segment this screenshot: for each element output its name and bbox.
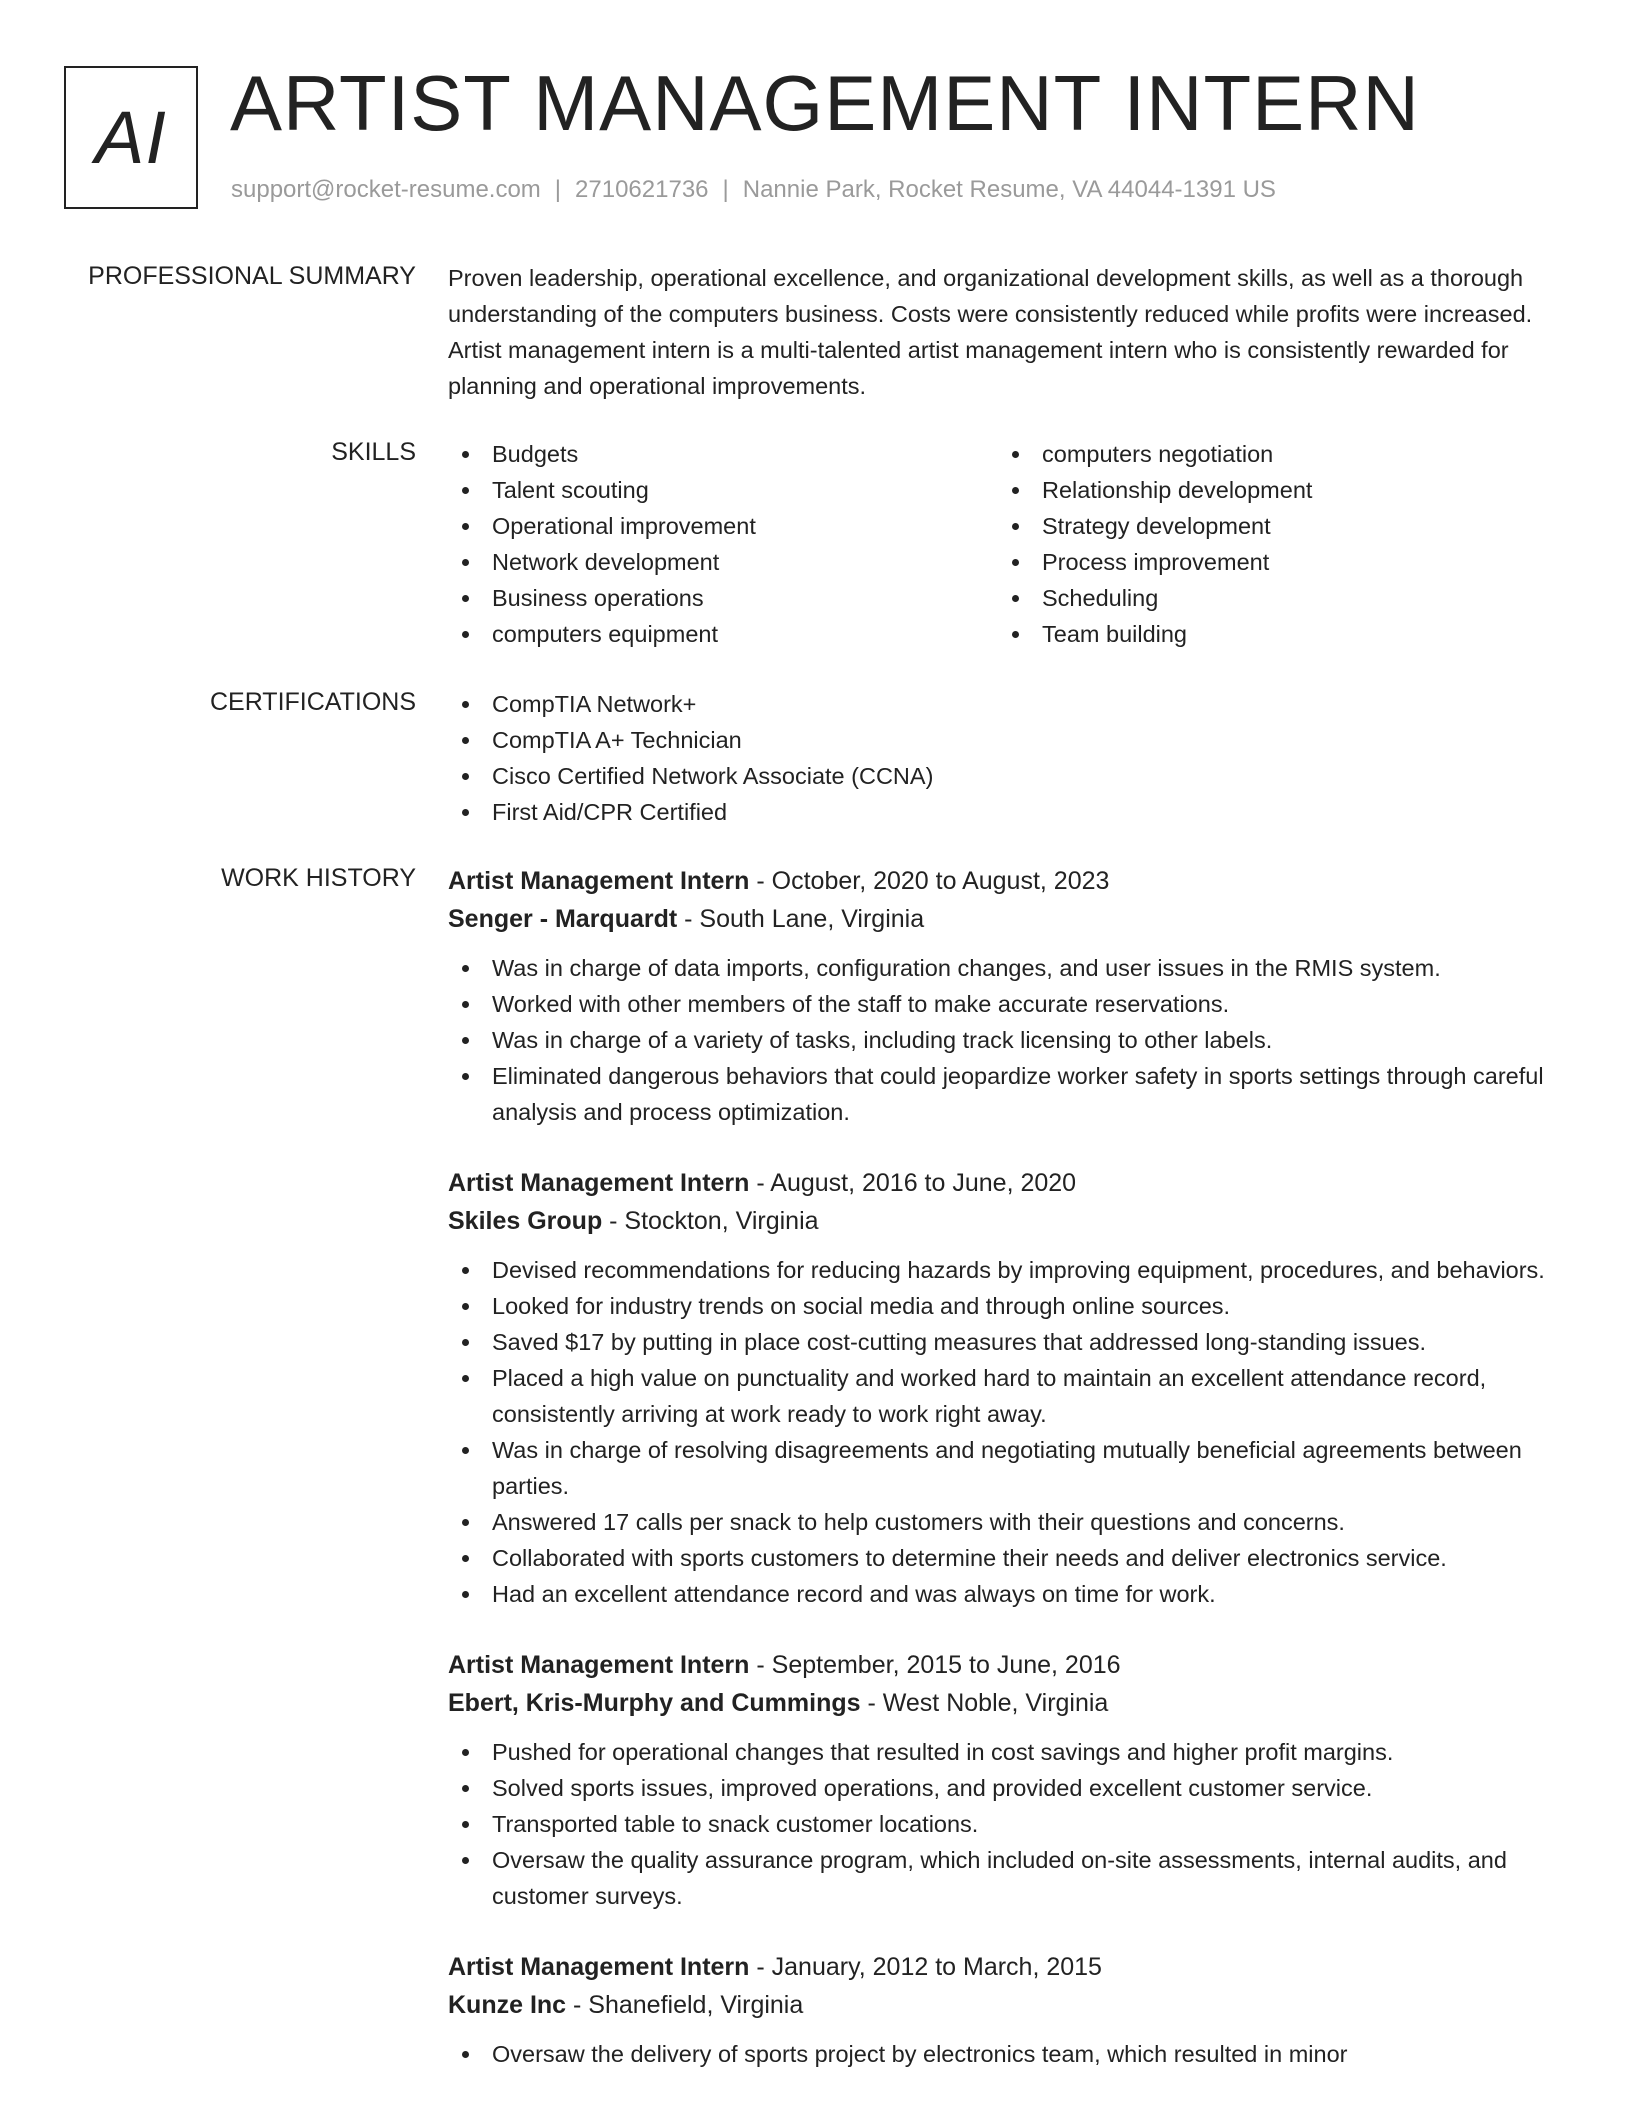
skill-item: Budgets	[448, 436, 998, 472]
job-bullet: Was in charge of resolving disagreements and negotiating mutually beneficial agreements between parties.	[448, 1432, 1568, 1504]
contact-separator: |	[722, 176, 729, 203]
job-bullet: Solved sports issues, improved operations, and provided excellent customer service.	[448, 1770, 1568, 1806]
job-bullet: Looked for industry trends on social media and through online sources.	[448, 1288, 1568, 1324]
skill-item: Strategy development	[998, 508, 1548, 544]
contact-line	[231, 175, 1276, 205]
job-entry	[448, 862, 1568, 1130]
job-company-line	[448, 1986, 1568, 2024]
job-bullet: Was in charge of a variety of tasks, including track licensing to other labels.	[448, 1022, 1568, 1058]
certifications-list	[448, 686, 1568, 830]
contact-address: Nannie Park, Rocket Resume, VA 44044-1391 US	[742, 176, 1276, 203]
work-history-body	[448, 862, 1568, 2106]
skill-item: computers negotiation	[998, 436, 1548, 472]
job-dates: - September, 2015 to June, 2016	[749, 1651, 1121, 1679]
skills-list-right	[998, 436, 1548, 652]
skill-item: Operational improvement	[448, 508, 998, 544]
job-bullet: Oversaw the delivery of sports project by electronics team, which resulted in minor	[448, 2036, 1568, 2072]
job-role: Artist Management Intern	[448, 1651, 750, 1679]
job-bullets	[448, 1734, 1568, 1914]
contact-separator: |	[554, 176, 562, 203]
certification-item: First Aid/CPR Certified	[448, 794, 1568, 830]
job-location: - South Lane, Virginia	[677, 905, 925, 933]
job-company-line	[448, 1202, 1568, 1240]
section-title-skills: SKILLS	[331, 438, 416, 466]
job-bullet: Saved $17 by putting in place cost-cutting measures that addressed long-standing issues.	[448, 1324, 1568, 1360]
job-bullet: Was in charge of data imports, configuration changes, and user issues in the RMIS system.	[448, 950, 1568, 986]
skill-item: Relationship development	[998, 472, 1548, 508]
skill-item: Talent scouting	[448, 472, 998, 508]
job-bullet: Transported table to snack customer locations.	[448, 1806, 1568, 1842]
job-bullet: Devised recommendations for reducing hazards by improving equipment, procedures, and behaviors.	[448, 1252, 1568, 1288]
certifications-body	[448, 686, 1568, 830]
job-dates: - August, 2016 to June, 2020	[749, 1169, 1077, 1197]
job-company: Senger - Marquardt	[448, 905, 678, 933]
section-title-summary: PROFESSIONAL SUMMARY	[88, 262, 416, 290]
job-company: Ebert, Kris-Murphy and Cummings	[448, 1689, 861, 1717]
contact-email: support@rocket-resume.com	[231, 176, 541, 203]
job-bullet: Oversaw the quality assurance program, which included on-site assessments, internal audits, and customer surveys.	[448, 1842, 1568, 1914]
job-bullet: Collaborated with sports customers to determine their needs and deliver electronics service.	[448, 1540, 1568, 1576]
job-entry	[448, 1948, 1568, 2072]
section-title-certifications: CERTIFICATIONS	[209, 688, 416, 716]
skill-item: Network development	[448, 544, 998, 580]
job-bullet: Pushed for operational changes that resulted in cost savings and higher profit margins.	[448, 1734, 1568, 1770]
skill-item: computers equipment	[448, 616, 998, 652]
job-dates: - October, 2020 to August, 2023	[749, 867, 1110, 895]
job-company-line	[448, 1684, 1568, 1722]
monogram-box	[64, 66, 198, 209]
contact-phone: 2710621736	[575, 176, 709, 203]
monogram-initials: AI	[95, 96, 167, 179]
skills-body	[448, 436, 1568, 652]
job-bullet: Placed a high value on punctuality and worked hard to maintain an excellent attendance record, consistently arriving at work ready to work right away.	[448, 1360, 1568, 1432]
job-title-line	[448, 1646, 1568, 1684]
job-role: Artist Management Intern	[448, 867, 750, 895]
summary-text: Proven leadership, operational excellence, and organizational development skills, as well as a thorough understanding of the computers business. Costs were consistently reduced while profits were increased. Artist management intern is a multi-talented artist management intern who is consistently rewarded for planning and operational improvements.	[448, 265, 1533, 399]
job-bullet: Answered 17 calls per snack to help customers with their questions and concerns.	[448, 1504, 1568, 1540]
job-title-line	[448, 1948, 1568, 1986]
job-entry	[448, 1164, 1568, 1612]
job-location: - West Noble, Virginia	[860, 1689, 1109, 1717]
job-bullets	[448, 950, 1568, 1130]
job-role: Artist Management Intern	[448, 1169, 750, 1197]
job-company: Kunze Inc	[448, 1991, 567, 2019]
resume-name: ARTIST MANAGEMENT INTERN	[230, 59, 1420, 147]
job-title-line	[448, 1164, 1568, 1202]
certification-item: CompTIA A+ Technician	[448, 722, 1568, 758]
job-title-line	[448, 862, 1568, 900]
job-location: - Stockton, Virginia	[602, 1207, 819, 1235]
certification-item: CompTIA Network+	[448, 686, 1568, 722]
job-bullets	[448, 1252, 1568, 1612]
job-bullet: Had an excellent attendance record and was always on time for work.	[448, 1576, 1568, 1612]
job-dates: - January, 2012 to March, 2015	[749, 1953, 1102, 1981]
skill-item: Business operations	[448, 580, 998, 616]
skill-item: Team building	[998, 616, 1548, 652]
certification-item: Cisco Certified Network Associate (CCNA)	[448, 758, 1568, 794]
job-bullet: Eliminated dangerous behaviors that could jeopardize worker safety in sports settings through careful analysis and process optimization.	[448, 1058, 1568, 1130]
job-company-line	[448, 900, 1568, 938]
section-title-work-history: WORK HISTORY	[221, 864, 416, 892]
skill-item: Scheduling	[998, 580, 1548, 616]
skill-item: Process improvement	[998, 544, 1548, 580]
job-location: - Shanefield, Virginia	[566, 1991, 804, 2019]
job-company: Skiles Group	[448, 1207, 603, 1235]
skills-columns	[448, 436, 1568, 652]
job-entry	[448, 1646, 1568, 1914]
job-role: Artist Management Intern	[448, 1953, 750, 1981]
job-bullets	[448, 2036, 1568, 2072]
skills-list-left	[448, 436, 998, 652]
job-bullet: Worked with other members of the staff to make accurate reservations.	[448, 986, 1568, 1022]
